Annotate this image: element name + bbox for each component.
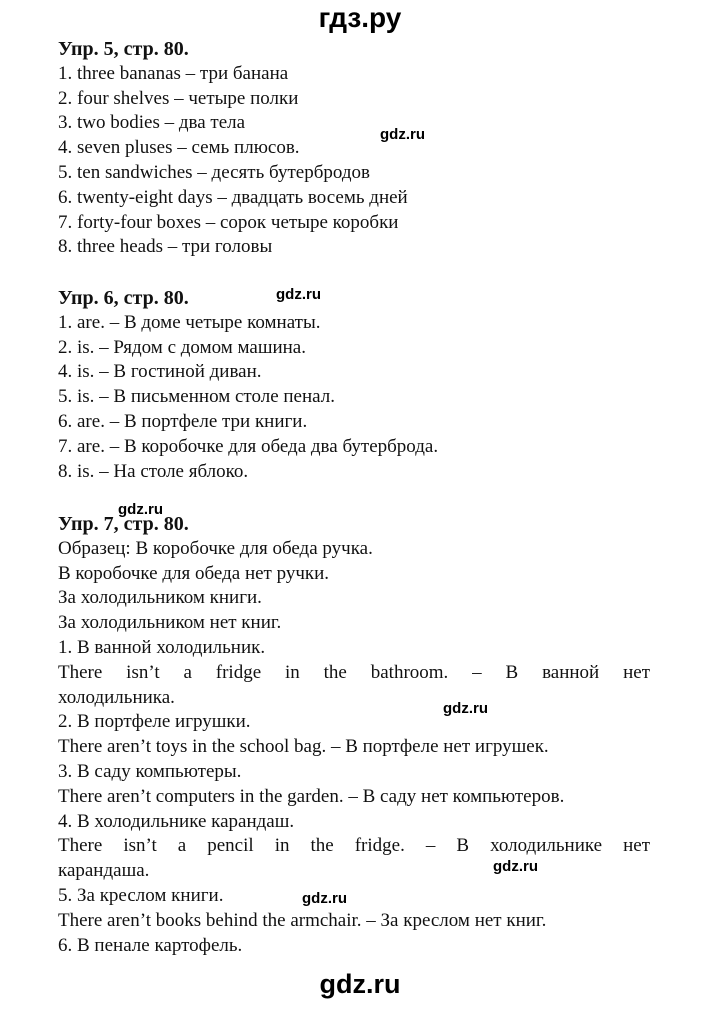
answer-line: карандаша. (58, 860, 150, 882)
exercise-heading: Упр. 6, стр. 80. (58, 287, 189, 309)
watermark: gdz.ru (302, 890, 347, 907)
answer-line: холодильника. (58, 686, 175, 708)
exercise-5 (58, 37, 650, 260)
exercise-heading: Упр. 7, стр. 80. (58, 513, 189, 535)
answer-line: There aren’t books behind the armchair. – За креслом нет книг. (58, 909, 547, 931)
answer-line: 3. two bodies – два тела (58, 112, 246, 134)
answer-line: 4. seven pluses – семь плюсов. (58, 137, 300, 159)
site-footer: gdz.ru (319, 969, 401, 999)
answer-line: 5. ten sandwiches – десять бутербродов (58, 161, 370, 183)
answer-line: 1. В ванной холодильник. (58, 636, 266, 658)
exercise-6 (58, 286, 650, 484)
watermark: gdz.ru (380, 126, 425, 143)
answer-line: 8. is. – На столе яблоко. (58, 460, 249, 482)
answer-line: За холодильником нет книг. (58, 612, 282, 634)
answer-line: 2. four shelves – четыре полки (58, 87, 299, 109)
answer-line: 6. are. – В портфеле три книги. (58, 410, 308, 432)
answer-line: 2. is. – Рядом с домом машина. (58, 336, 306, 358)
answer-line: 3. В саду компьютеры. (58, 760, 242, 782)
exercise-7 (58, 512, 650, 958)
watermark: gdz.ru (118, 501, 163, 518)
answer-line: 4. is. – В гостиной диван. (58, 361, 262, 383)
answer-line: There isn’t a fridge in the bathroom. – В ванной нет (58, 661, 650, 683)
answer-line: 7. are. – В коробочке для обеда два бутерброда. (58, 435, 439, 457)
watermark: gdz.ru (493, 858, 538, 875)
exercise-heading: Упр. 5, стр. 80. (58, 38, 189, 60)
answer-line: За холодильником книги. (58, 587, 262, 609)
answer-line: 6. twenty-eight days – двадцать восемь дней (58, 186, 408, 208)
answer-line: Образец: В коробочке для обеда ручка. (58, 537, 373, 559)
answer-line: 7. forty-four boxes – сорок четыре коробки (58, 211, 399, 233)
answer-line: В коробочке для обеда нет ручки. (58, 562, 330, 584)
answer-line: 5. За креслом книги. (58, 884, 224, 906)
site-header: гдз.ру (318, 2, 402, 33)
answer-line: 8. three heads – три головы (58, 236, 273, 258)
answer-line: There aren’t computers in the garden. – В саду нет компьютеров. (58, 785, 565, 807)
answer-line: There aren’t toys in the school bag. – В портфеле нет игрушек. (58, 736, 549, 758)
answer-line: 2. В портфеле игрушки. (58, 711, 251, 733)
answer-line: 1. are. – В доме четыре комнаты. (58, 311, 321, 333)
answer-line: There isn’t a pencil in the fridge. – В холодильнике нет (58, 835, 650, 857)
answer-line: 4. В холодильнике карандаш. (58, 810, 295, 832)
watermark: gdz.ru (276, 286, 321, 303)
answer-line: 6. В пенале картофель. (58, 934, 243, 956)
answer-line: 5. is. – В письменном столе пенал. (58, 386, 335, 408)
answer-line: 1. three bananas – три банана (58, 62, 289, 84)
watermark: gdz.ru (443, 700, 488, 717)
